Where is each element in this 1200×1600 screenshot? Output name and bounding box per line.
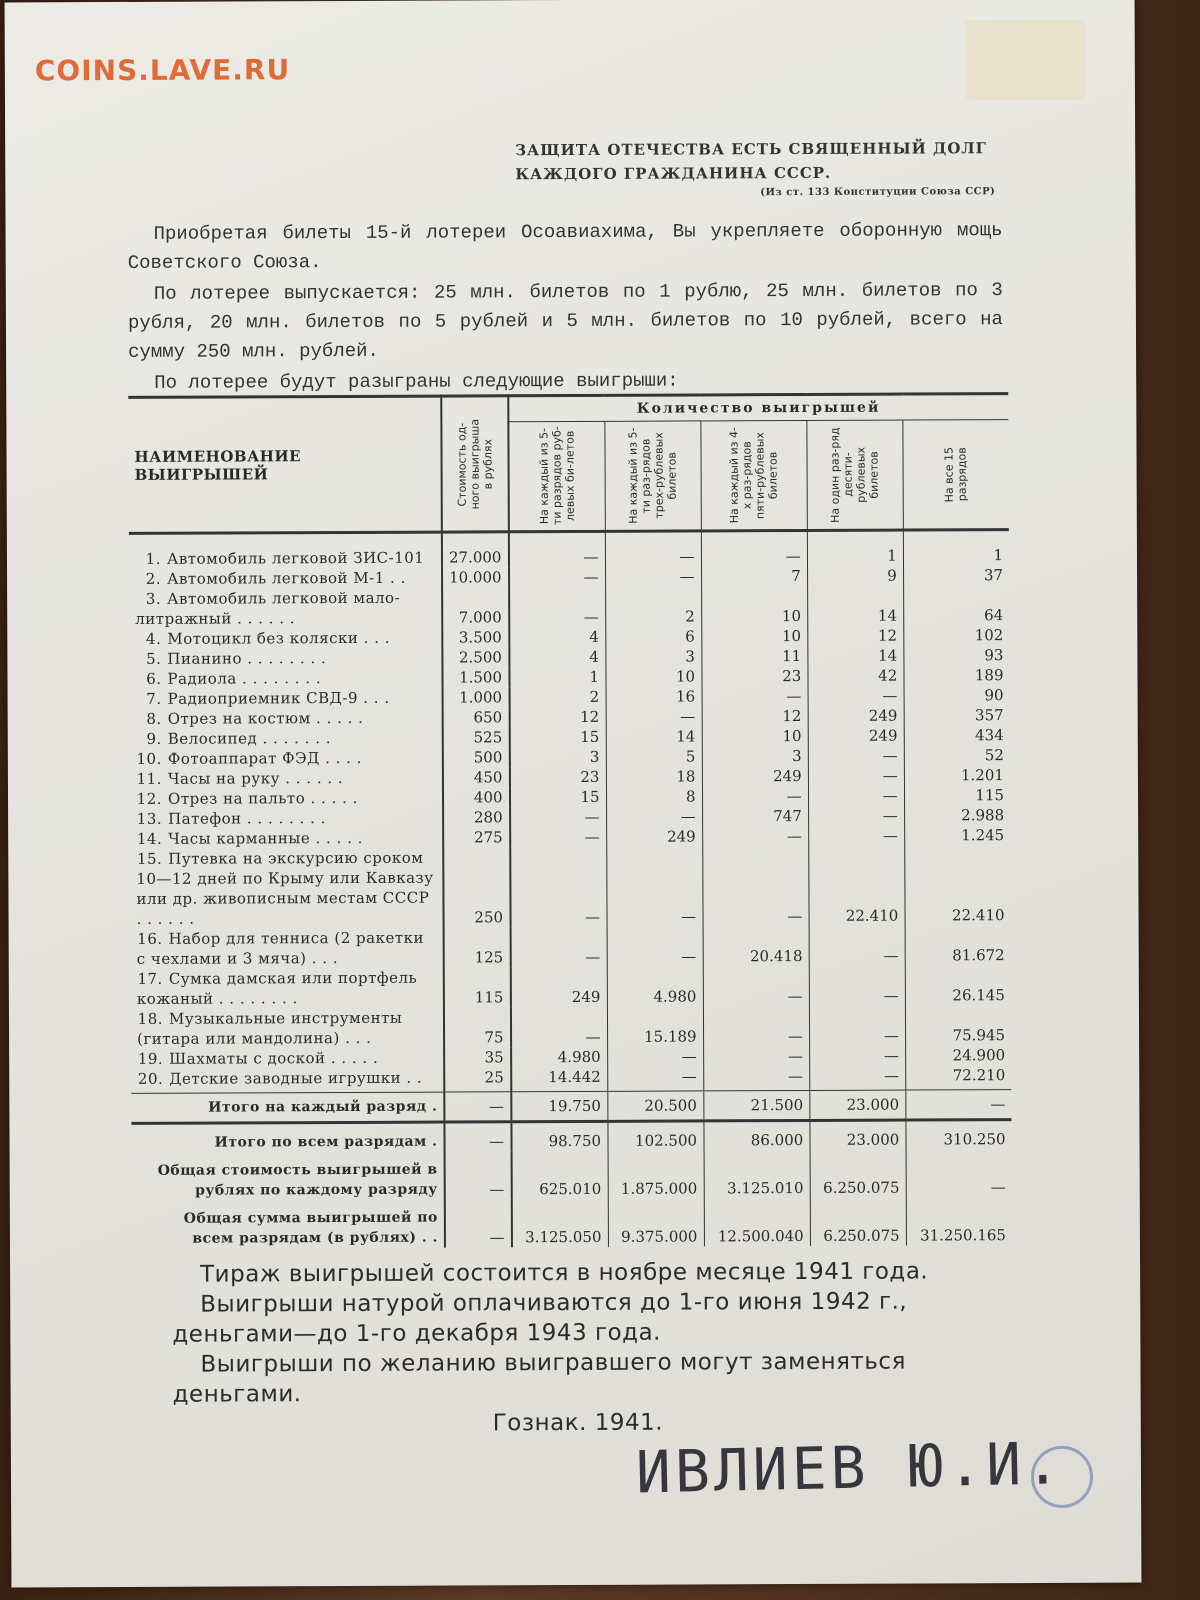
prize-cost: 450 [443, 767, 510, 787]
prize-number: 9. [146, 729, 162, 748]
prize-cost: 2.500 [442, 647, 509, 667]
footer-draw-date: Тираж выигрышей состоится в ноябре месяце 1941 года. [200, 1258, 929, 1288]
prize-number: 17. [137, 969, 163, 988]
prize-count-v3: — [703, 1046, 809, 1066]
prize-count-v4: — [808, 806, 904, 826]
prize-name [129, 668, 442, 689]
prize-count-v1: 249 [510, 967, 607, 1007]
prize-count-v2: 3 [605, 646, 701, 666]
prize-count-v1: — [508, 531, 605, 567]
prize-count-v4: — [808, 766, 904, 786]
prize-cost: 115 [444, 967, 511, 1007]
prize-count-v5: 24.900 [952, 1046, 1006, 1065]
intro-paragraph-3: По лотерее будут разыграны следующие выигрыши: [154, 369, 679, 394]
prize-count-v4: — [809, 1046, 905, 1066]
prize-count-v5: 115 [975, 786, 1005, 805]
table-row [131, 965, 1011, 1009]
prize-count-v4: — [808, 826, 904, 846]
prize-number: 8. [146, 709, 162, 728]
prize-count-v3: 11 [701, 646, 807, 666]
prize-cost: 25 [444, 1067, 511, 1092]
prize-count-v1: — [509, 567, 606, 587]
prize-name [129, 588, 442, 629]
header-rank-3rub [604, 421, 700, 531]
prize-number: 20. [137, 1069, 164, 1088]
prize-cost: 400 [443, 787, 510, 807]
prize-count-v2: — [607, 1046, 703, 1066]
prize-name [130, 768, 443, 789]
prize-count-v3: 3 [702, 746, 808, 766]
prize-count-v5: 75.945 [952, 1026, 1006, 1045]
lottery-ticket-back [5, 0, 1142, 1587]
prize-count-v2: 14 [606, 726, 702, 746]
header-rank-5rub [700, 420, 807, 530]
prize-name [130, 848, 443, 929]
prize-number: 15. [136, 849, 163, 868]
prize-count-v4: 22.410 [809, 846, 905, 926]
table-row [129, 585, 1009, 629]
prize-name-text: Мотоцикл без коляски . . . [167, 628, 391, 648]
prize-count-v5: 1.245 [961, 826, 1005, 845]
prize-cost: 250 [443, 847, 510, 927]
table-row [130, 845, 1010, 929]
header-rank-5rub-label: На каждый из 4-х раз-рядов пяти-рублевых билетов [727, 427, 780, 524]
prize-number: 10. [136, 749, 162, 768]
footer-cash-option: Выигрыши по желанию выигравшего могут заменяться деньгами. [172, 1348, 906, 1408]
header-prize-name: НАИМЕНОВАНИЕ ВЫИГРЫШЕЙ [128, 396, 442, 533]
prize-count-v2: — [606, 706, 702, 726]
sum-all-label: Общая сумма выигрышей по всем разрядам (в рублях) . . [132, 1200, 445, 1249]
prize-count-v4: — [809, 926, 905, 966]
prize-count-v4: 1 [807, 530, 903, 566]
prize-name-text: Шахматы с доской . . . . . [169, 1048, 379, 1068]
prize-count-v2: 4.980 [607, 966, 703, 1006]
prize-count-v1: 15 [509, 727, 606, 747]
intro-paragraph-2: По лотерее выпускается: 25 млн. билетов по 1 рублю, 25 млн. билетов по 3 рубля, 20 млн. билетов по 5 рублей и 5 млн. билетов по 10 рублей, всего на сумму 250 млн. рублей. [127, 279, 1003, 363]
prize-count-v2: 249 [606, 826, 702, 846]
prize-number: 5. [146, 649, 162, 668]
prize-count-v5: 2.988 [961, 806, 1005, 825]
prize-name [130, 748, 443, 769]
prize-count-v3: 20.418 [703, 926, 809, 966]
motto [515, 136, 995, 202]
prize-name-text: Автомобиль легковой мало-литражный . . . . . . [135, 588, 401, 628]
prize-count-v3: — [702, 846, 809, 926]
prize-count-v5: 93 [984, 646, 1004, 665]
prize-count-v1: 1 [509, 667, 606, 687]
prize-name-text: Велосипед . . . . . . . [167, 729, 332, 748]
total-per-rank-v2: 20.500 [607, 1091, 703, 1121]
cost-per-rank-label: Общая стоимость выигрышей в рублях по каждому разряду [132, 1152, 445, 1201]
total-all-v4: 23.000 [810, 1120, 906, 1150]
prize-count-v1: — [510, 1007, 607, 1047]
prize-count-v1: 23 [509, 767, 606, 787]
intro-text [127, 216, 1003, 398]
owner-stamp: ИВЛИЕВ Ю.И. [635, 1429, 1065, 1507]
total-all-v5: 310.250 [906, 1120, 1012, 1150]
prize-count-v3: 747 [702, 806, 808, 826]
prize-cost: 1.500 [442, 667, 509, 687]
prize-count-v2: 2 [605, 586, 701, 626]
prize-name [130, 788, 443, 809]
prize-count-v4: 9 [807, 566, 903, 586]
prize-count-v5: 64 [984, 606, 1004, 625]
prize-name-text: Часы карманные . . . . . [168, 828, 363, 848]
prize-name [129, 532, 442, 569]
footer-text [172, 1256, 1023, 1440]
prize-name [129, 568, 442, 589]
prize-count-v2: 18 [606, 766, 702, 786]
prize-count-v5: 81.672 [952, 946, 1005, 965]
intro-paragraph-1: Приобретая билеты 15-й лотереи Осоавиахима, Вы укрепляете оборонную мощь Советского Союза. [127, 219, 1003, 274]
header-rank-10rub [807, 420, 903, 530]
prize-count-v4: — [808, 686, 904, 706]
prize-cost: 3.500 [442, 627, 509, 647]
total-all-label: Итого по всем разрядам . [131, 1122, 444, 1153]
motto-line-2: КАЖДОГО ГРАЖДАНИНА СССР. [515, 163, 832, 184]
prize-name [131, 1048, 444, 1069]
prize-name [129, 648, 442, 669]
total-per-rank-v4: 23.000 [810, 1090, 906, 1120]
prize-name-text: Детские заводные игрушки . . [169, 1068, 423, 1088]
prize-count-v1: 12 [509, 707, 606, 727]
prize-number: 3. [145, 589, 162, 608]
prize-name-text: Пианино . . . . . . . . [167, 649, 327, 668]
prize-count-v4: 14 [807, 586, 903, 626]
total-per-rank-label: Итого на каждый разряд . [131, 1092, 444, 1123]
prize-name-text: Автомобиль легковой М-1 . . [167, 568, 406, 588]
prize-count-v1: — [510, 827, 607, 847]
prize-name-text: Патефон . . . . . . . . [168, 809, 326, 828]
prize-count-v2: — [606, 806, 702, 826]
header-all-ranks [903, 420, 1009, 530]
prize-count-v1: — [510, 807, 607, 827]
tape-piece [965, 20, 1085, 101]
prize-count-v4: 249 [808, 706, 904, 726]
prize-number: 18. [137, 1009, 164, 1028]
prize-count-v1: 15 [509, 787, 606, 807]
cost-per-rank-v2: 1.875.000 [608, 1150, 704, 1198]
prize-name-text: Путевка на экскурсию сроком 10—12 дней по Крыму или Кавказу или др. живописным местам СССР . . . . . . [136, 848, 434, 928]
prize-name [130, 808, 443, 829]
site-watermark: COINS.LAVE.RU [34, 53, 291, 88]
footer-payout-terms: Выигрыши натурой оплачиваются до 1-го июня 1942 г., деньгами—до 1-го декабря 1943 года. [172, 1288, 908, 1348]
prize-count-v1: — [510, 927, 607, 967]
header-cost [441, 396, 508, 532]
prize-count-v5: 72.210 [952, 1066, 1006, 1085]
prize-cost: 1.000 [443, 687, 510, 707]
prize-count-v2: — [607, 1066, 703, 1091]
prize-cost: 10.000 [442, 567, 509, 587]
prize-count-v2: — [607, 926, 703, 966]
prize-count-v5: 102 [974, 626, 1004, 645]
prize-count-v5: 1.201 [960, 766, 1004, 785]
cost-per-rank-v4: 6.250.075 [810, 1150, 906, 1198]
goznak-imprint: Гознак. 1941. [492, 1409, 664, 1437]
prize-number: 2. [145, 569, 162, 588]
motto-line-1: ЗАЩИТА ОТЕЧЕСТВА ЕСТЬ СВЯЩЕННЫЙ ДОЛГ [515, 139, 988, 160]
prize-count-v3: 10 [702, 726, 808, 746]
prize-count-v3: 10 [701, 626, 807, 646]
total-per-rank-v1: 19.750 [511, 1091, 608, 1121]
prize-count-v5: 434 [975, 726, 1004, 745]
prize-name [130, 708, 443, 729]
total-all-v2: 102.500 [607, 1121, 703, 1151]
sum-all-v4: 6.250.075 [810, 1198, 906, 1246]
cost-per-rank-v1: 625.010 [511, 1151, 608, 1199]
prize-count-v3: — [701, 530, 807, 566]
prize-cost: 75 [444, 1007, 511, 1047]
cost-per-rank-row [132, 1149, 1012, 1201]
prize-count-v1: 4 [509, 627, 606, 647]
prize-number: 7. [146, 689, 162, 708]
prize-count-v2: — [605, 566, 701, 586]
prize-name-text: Радиоприемник СВД-9 . . . [167, 688, 390, 708]
prize-count-v1: 2 [509, 687, 606, 707]
cost-per-rank-v5: — [990, 1178, 1006, 1197]
prize-cost: 500 [443, 747, 510, 767]
total-all-cost: — [444, 1122, 511, 1152]
prize-name-text: Набор для тенниса (2 ракетки с чехлами и 3 мяча) . . . [136, 928, 425, 968]
prize-count-v1: 4 [509, 647, 606, 667]
prize-name-text: Музыкальные инструменты (гитара или мандолина) . . . [137, 1008, 403, 1048]
prize-cost: 27.000 [442, 532, 509, 568]
prize-count-v3: — [702, 686, 808, 706]
sum-all-v2: 9.375.000 [608, 1198, 704, 1246]
prize-count-v5: 1 [993, 546, 1004, 565]
prize-name [131, 968, 444, 1009]
prize-name [131, 928, 444, 969]
table-row [131, 1005, 1011, 1049]
prize-name [131, 1068, 444, 1094]
prize-name-text: Отрез на костюм . . . . . [167, 708, 364, 728]
prize-count-v5: 52 [984, 746, 1004, 765]
prize-name-text: Фотоаппарат ФЭД . . . . [167, 748, 362, 768]
prize-number: 11. [136, 769, 162, 788]
prize-count-v5: 37 [983, 566, 1004, 585]
prize-count-v2: 5 [606, 746, 702, 766]
prize-count-v4: 12 [808, 626, 904, 646]
prize-count-v1: 3 [509, 747, 606, 767]
sum-all-v5: 31.250.165 [920, 1226, 1006, 1245]
prize-count-v2: — [606, 846, 702, 926]
prize-count-v2: 8 [606, 786, 702, 806]
prize-count-v5: 90 [984, 686, 1004, 705]
prize-number: 4. [145, 629, 162, 648]
prize-cost: 7.000 [442, 587, 509, 627]
prize-cost: 525 [443, 727, 510, 747]
prize-count-v1: — [510, 847, 607, 927]
prize-cost: 275 [443, 827, 510, 847]
prize-number: 14. [136, 829, 163, 848]
header-all-ranks-label: На все 15 разрядов [942, 446, 970, 503]
prize-count-v5: 22.410 [952, 906, 1005, 925]
prize-count-v5: 189 [974, 666, 1004, 685]
prize-count-v3: 10 [701, 586, 807, 626]
total-per-rank-v5: — [906, 1090, 1012, 1120]
table-row [131, 925, 1011, 969]
sum-all-row [132, 1197, 1012, 1249]
total-per-rank-v3: 21.500 [703, 1090, 809, 1120]
prize-name-text: Радиола . . . . . . . . [167, 669, 322, 688]
prize-count-v2: 16 [606, 686, 702, 706]
prize-count-v2: — [605, 531, 701, 567]
header-prize-count: Количество выигрышей [508, 394, 1009, 422]
prize-count-v4: 42 [808, 666, 904, 686]
prize-name-text: Отрез на пальто . . . . . [167, 788, 358, 808]
cost-per-rank-v3: 3.125.010 [704, 1150, 810, 1198]
prize-count-v1: — [509, 587, 606, 627]
prize-count-v4: — [808, 786, 904, 806]
total-per-rank-row [131, 1090, 1011, 1124]
sum-all-cost: — [445, 1199, 512, 1247]
prize-cost: 650 [443, 707, 510, 727]
prize-count-v3: 249 [702, 766, 808, 786]
prize-count-v4: — [809, 966, 905, 1006]
table-row [130, 725, 1010, 749]
prize-count-v2: 15.189 [607, 1006, 703, 1046]
ink-seal-mark [1031, 1446, 1093, 1508]
sum-all-v1: 3.125.050 [511, 1199, 608, 1247]
prize-count-v4: — [808, 746, 904, 766]
header-rank-1rub-label: На каждый из 5-ти разрядов руб-левых би-летов [536, 426, 577, 526]
total-all-row [131, 1120, 1011, 1153]
prize-count-v1: 14.442 [511, 1067, 608, 1092]
prize-count-v4: — [809, 1066, 905, 1091]
prize-name [129, 628, 442, 649]
prize-count-v3: 23 [701, 666, 807, 686]
cost-per-rank-cost: — [445, 1151, 512, 1199]
prize-count-v5: 357 [974, 706, 1004, 725]
prize-name [130, 688, 443, 709]
prizes-body [129, 530, 1011, 1094]
prize-count-v3: 12 [702, 706, 808, 726]
prize-name [130, 828, 443, 849]
total-all-v1: 98.750 [511, 1121, 608, 1151]
header-rank-3rub-label: На каждый из 5-ти раз-рядов трех-рублевых билетов [626, 427, 679, 524]
prize-count-v3: — [702, 786, 808, 806]
prize-number: 13. [136, 809, 163, 828]
sum-all-v3: 12.500.040 [704, 1198, 810, 1246]
prize-name-text: Автомобиль легковой ЗИС-101 [166, 548, 425, 568]
prize-count-v3: — [703, 966, 809, 1006]
prize-name-text: Часы на руку . . . . . . [167, 769, 344, 788]
header-rank-10rub-label: На один раз-ряд десяти-рублевых билетов [828, 427, 881, 523]
prize-count-v2: 6 [605, 626, 701, 646]
prize-count-v4: — [809, 1006, 905, 1046]
prize-count-v2: 10 [605, 666, 701, 686]
prizes-table [128, 392, 1012, 1249]
prize-count-v4: 14 [808, 646, 904, 666]
header-cost-label: Стоимость од-ного выигрыша в рублях [455, 418, 495, 510]
prize-name [131, 1008, 444, 1049]
prize-number: 16. [137, 929, 163, 948]
prize-number: 6. [146, 669, 162, 688]
prize-cost: 280 [443, 807, 510, 827]
prize-cost: 35 [444, 1047, 511, 1067]
header-rank-1rub [508, 421, 605, 531]
prize-name-text: Сумка дамская или портфель кожаный . . . . . . . . [136, 968, 418, 1008]
prize-count-v1: 4.980 [511, 1047, 608, 1067]
prize-number: 19. [137, 1049, 164, 1068]
prize-number: 12. [136, 789, 163, 808]
total-all-v3: 86.000 [703, 1120, 809, 1150]
total-per-rank-cost: — [444, 1092, 511, 1122]
prize-count-v3: — [703, 1006, 809, 1046]
prize-count-v3: — [702, 826, 808, 846]
prize-name [130, 728, 443, 749]
table-row [129, 530, 1009, 569]
prize-count-v3: 7 [701, 566, 807, 586]
prize-cost: 125 [444, 927, 511, 967]
totals-body [131, 1090, 1012, 1249]
prize-number: 1. [145, 549, 162, 568]
motto-source: (Из ст. 133 Конституции Союза ССР) [760, 186, 996, 199]
prize-count-v5: 26.145 [952, 986, 1005, 1005]
prize-count-v4: 249 [808, 726, 904, 746]
prize-count-v3: — [703, 1066, 809, 1091]
